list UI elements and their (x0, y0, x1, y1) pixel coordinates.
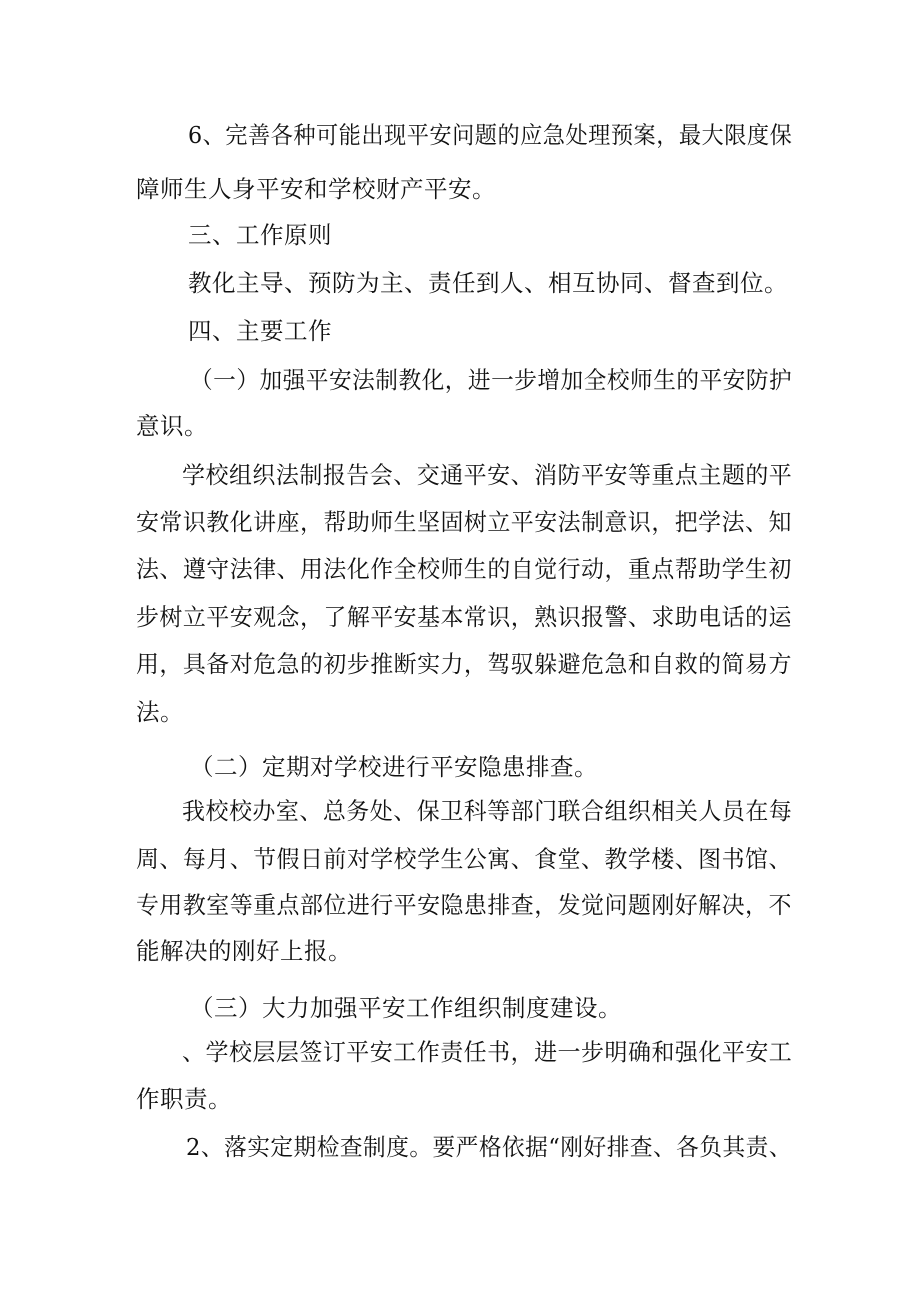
text-line: 学校组织法制报告会、交通平安、消防平安等重点主题的平 (182, 461, 793, 489)
subsection-heading: （一）加强平安法制教化，进一步增加全校师生的平安防护 (190, 366, 793, 394)
text-line: 6、完善各种可能出现平安问题的应急处理预案，最大限度保 (188, 121, 793, 149)
text-line: 、学校层层签订平安工作责任书，进一步明确和强化平安工 (182, 1038, 793, 1066)
text-line: 安常识教化讲座，帮助师生坚固树立平安法制意识，把学法、知 (136, 508, 792, 536)
text-line: 周、每月、节假日前对学校学生公寓、食堂、教学楼、图书馆、 (136, 845, 792, 873)
text-line: 法、遵守法律、用法化作全校师生的自觉行动，重点帮助学生初 (136, 555, 792, 583)
text-line: 专用教室等重点部位进行平安隐患排查，发觉问题刚好解决，不 (136, 891, 792, 919)
text-line: 2、落实定期检查制度。要严格依据“刚好排查、各负其责、 (186, 1133, 792, 1161)
text-line: 用，具备对危急的初步推断实力，驾驭躲避危急和自救的简易方 (136, 650, 792, 678)
section-heading: 三、工作原则 (188, 221, 332, 249)
text-line: 作职责。 (136, 1085, 232, 1113)
section-heading: 四、主要工作 (188, 317, 332, 345)
text-line: 能解决的刚好上报。 (136, 937, 352, 965)
text-line: 步树立平安观念，了解平安基本常识，熟识报警、求助电话的运 (136, 603, 792, 631)
text-line: 我校校办室、总务处、保卫科等部门联合组织相关人员在每 (182, 797, 793, 825)
text-line: 法。 (136, 698, 184, 726)
text-line: 教化主导、预防为主、责任到人、相互协同、督查到位。 (188, 269, 788, 297)
text-line: 障师生人身平安和学校财产平安。 (136, 175, 496, 203)
subsection-heading: （二）定期对学校进行平安隐患排查。 (190, 753, 598, 781)
text-line: 意识。 (136, 412, 208, 440)
subsection-heading: （三）大力加强平安工作组织制度建设。 (190, 994, 622, 1022)
